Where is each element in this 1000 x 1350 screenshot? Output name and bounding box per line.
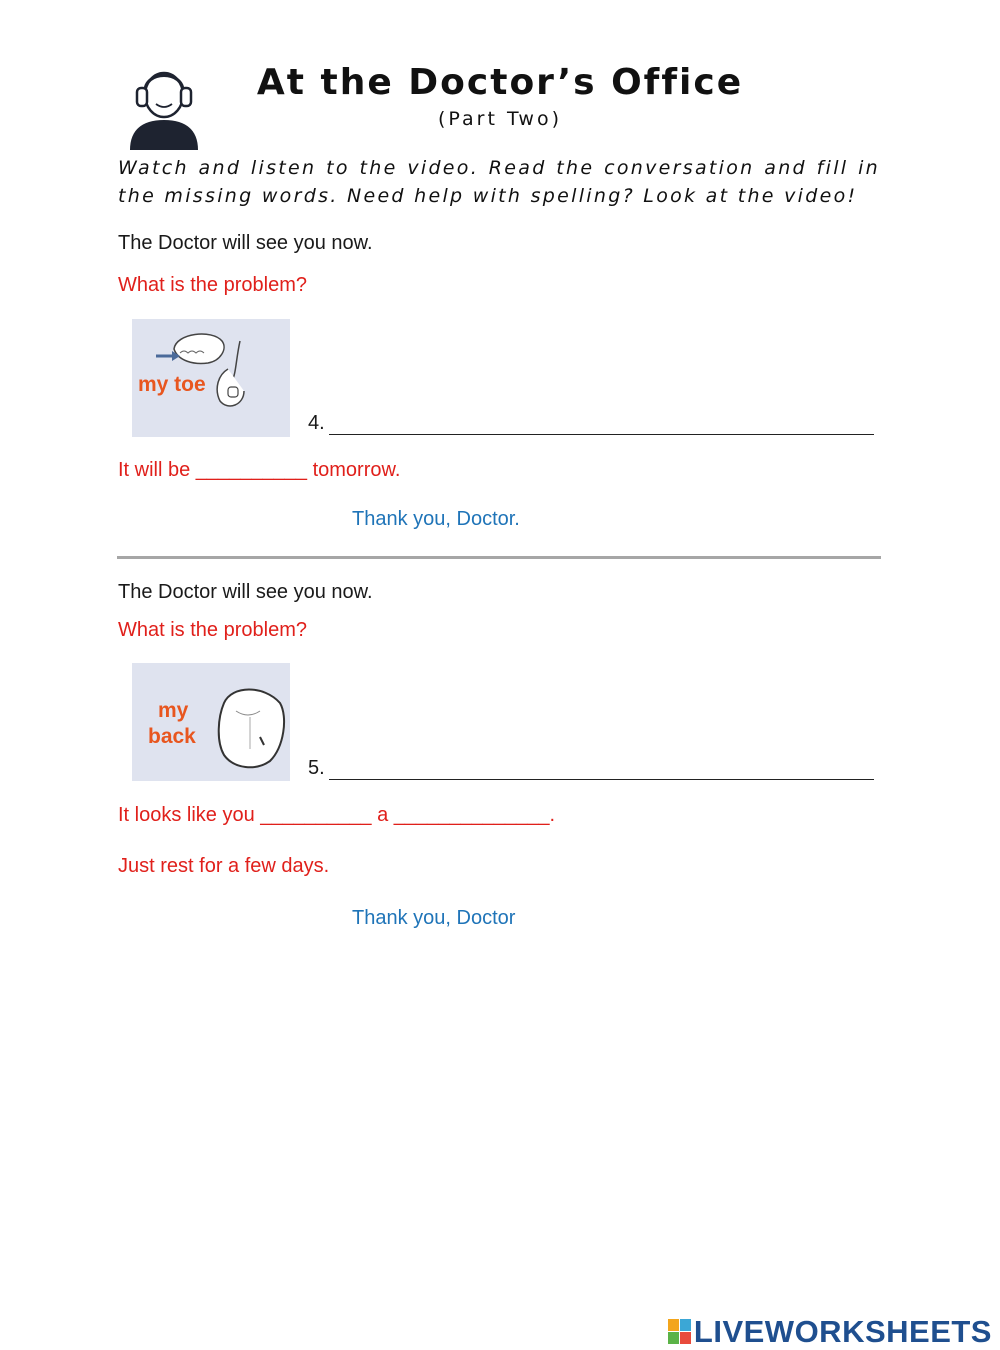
s2-thank-you: Thank you, Doctor [352, 907, 516, 929]
s1-thank-you: Thank you, Doctor. [352, 508, 520, 530]
back-image [132, 663, 290, 781]
back-icon [132, 663, 290, 781]
s1-doctor-line: The Doctor will see you now. [118, 232, 373, 254]
question-4-answer-line[interactable] [329, 434, 874, 435]
s2-rest-line: Just rest for a few days. [118, 855, 330, 877]
back-image-label-2: back [148, 725, 196, 748]
page-title: At the Doctor’s Office [256, 62, 744, 103]
toe-image-label: my toe [138, 373, 206, 396]
s2-question-line: What is the problem? [118, 619, 307, 641]
page-subtitle: (Part Two) [438, 108, 562, 130]
s2-doctor-line: The Doctor will see you now. [118, 581, 373, 603]
s2-answer-line: It looks like you __________ a ______________. [118, 804, 556, 826]
question-5-answer-line[interactable] [329, 779, 874, 780]
back-image-label-1: my [158, 699, 189, 722]
toe-image [132, 319, 290, 437]
s1-answer-line: It will be __________ tomorrow. [118, 459, 401, 481]
question-5-number: 5. [308, 757, 325, 779]
instructions: Watch and listen to the video. Read the conversation and fill in the missing words. Need help with spelling? Look at the video! [118, 157, 880, 207]
section-divider [117, 556, 881, 559]
question-4-number: 4. [308, 412, 325, 434]
s1-question-line: What is the problem? [118, 274, 307, 296]
logo-text: LIVEWORKSHEETS [693, 1313, 992, 1349]
liveworksheets-logo [668, 1312, 992, 1350]
logo-blocks-icon [668, 1319, 692, 1345]
